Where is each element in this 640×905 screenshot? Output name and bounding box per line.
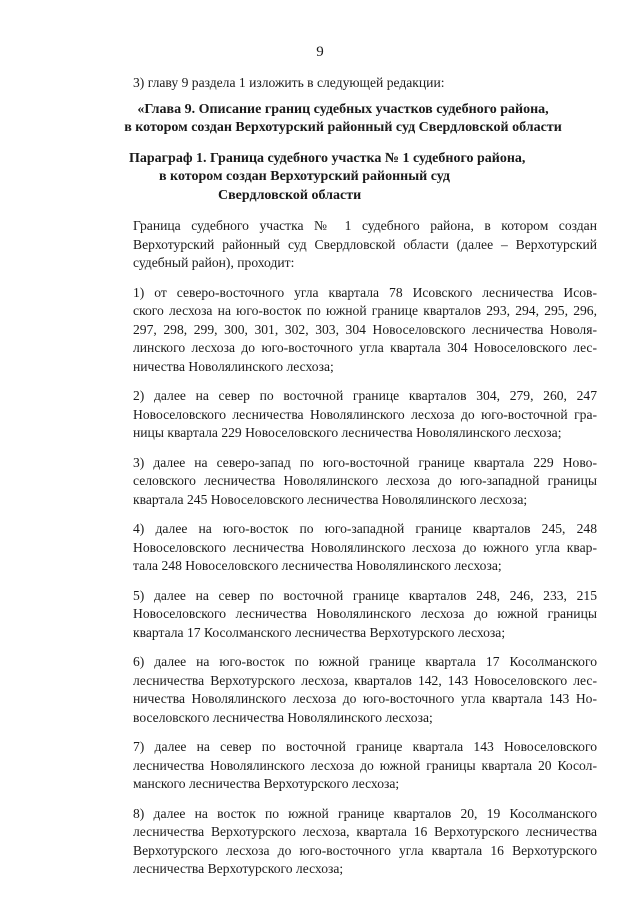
text-line: 3) далее на северо-запад по юго-восточной границе квартала 229 Ново- [133, 454, 597, 470]
text-line: Верхотурского лесхоза до юго-восточного угла квартала 16 Верхотурского [133, 842, 597, 858]
boundary-clause [89, 805, 597, 879]
text-line: тала 248 Новоселовского лесничества Новолялинского лесхоза; [133, 558, 502, 573]
text-line: 1) от северо-восточного угла квартала 78 Исовского лесничества Исов- [133, 284, 597, 300]
text-line: воселовского лесничества Новолялинского лесхоза; [133, 709, 433, 725]
boundary-clause [89, 520, 597, 576]
text-line: ничества Новолялинского лесхоза; [133, 358, 334, 374]
boundary-clause [89, 284, 597, 377]
intro-line: 3) главу 9 раздела 1 изложить в следующей редакции: [133, 75, 445, 90]
text-line: 7) далее на север по восточной границе квартала 143 Новоселовского [133, 739, 597, 754]
paragraph-title-line-2: в котором создан Верхотурский районный суд [159, 169, 450, 184]
paragraph-title [89, 150, 597, 206]
boundary-clause [89, 653, 597, 727]
text-line: ницы квартала 229 Новоселовского лесничества Новолялинского лесхоза; [133, 425, 562, 440]
text-line: 4) далее на юго-восток по юго-западной границе кварталов 245, 248 [133, 521, 597, 536]
document-body [89, 74, 597, 890]
text-line: Верхотурский районный суд Свердловской области (далее – Верхотурский [133, 236, 597, 252]
chapter-title [89, 101, 597, 138]
text-line: лесничества Верхотурского лесхоза; [133, 861, 344, 876]
text-line: судебный район), проходит: [133, 255, 295, 270]
paragraph-title-line-1: Параграф 1. Граница судебного участка № 1 судебного района, [129, 150, 526, 166]
text-line: Новоселовского лесничества Новолялинского лесхоза до юго-восточной гра- [133, 406, 597, 422]
text-line: лесничества Новолялинского лесхоза до южной границы квартала 20 Косол- [133, 757, 597, 773]
text-line: 6) далее на юго-восток по южной границе квартала 17 Косолманского [133, 654, 597, 669]
boundary-intro-paragraph [89, 217, 597, 273]
text-line: 8) далее на восток по южной границе кварталов 20, 19 Косолманского [133, 805, 597, 821]
text-line: селовского лесничества Новолялинского лесхоза до юго-западной границы [133, 473, 597, 488]
text-line: лесничества Верхотурского лесхоза, кварталов 142, 143 Новоселовского лес- [133, 672, 597, 688]
text-line: 5) далее на север по восточной границе кварталов 248, 246, 233, 215 [133, 587, 597, 603]
text-line: 297, 298, 299, 300, 301, 302, 303, 304 Новоселовского лесничества Новоля- [133, 321, 597, 337]
text-line: линского лесхоза до юго-восточного угла квартала 304 Новоселовского лес- [133, 340, 597, 355]
boundary-clause [89, 454, 597, 510]
text-line: Новоселовского лесничества Новолялинского лесхоза до южного угла квар- [133, 539, 597, 555]
text-line: лесничества Верхотурского лесхоза, квартала 16 Верхотурского лесничества [133, 824, 597, 839]
page-number: 9 [316, 44, 324, 60]
text-line: квартала 245 Новоселовского лесничества Новолялинского лесхоза; [133, 491, 528, 507]
paragraph-title-line-3: Свердловской области [218, 187, 362, 203]
text-line: 2) далее на север по восточной границе кварталов 304, 279, 260, 247 [133, 388, 597, 403]
text-line: манского лесничества Верхотурского лесхоза; [133, 776, 400, 791]
boundary-clause [89, 387, 597, 443]
text-line: ского лесхоза на юго-восток по южной границе кварталов 293, 294, 295, 296, [133, 303, 597, 318]
text-line: ничества Новолялинского лесхоза до юго-восточного угла квартала 143 Но- [133, 691, 597, 706]
boundary-description [89, 217, 597, 879]
chapter-title-line-1: «Глава 9. Описание границ судебных участков судебного района, [137, 101, 549, 117]
boundary-clause [89, 738, 597, 794]
text-line: квартала 17 Косолманского лесничества Верхотурского лесхоза; [133, 624, 506, 640]
text-line: Новоселовского лесничества Новолялинского лесхоза до южной границы [133, 606, 597, 621]
chapter-title-line-2: в котором создан Верхотурский районный суд Свердловской области [124, 120, 562, 135]
text-line: Граница судебного участка № 1 судебного района, в котором создан [133, 218, 597, 233]
boundary-clause [89, 587, 597, 643]
